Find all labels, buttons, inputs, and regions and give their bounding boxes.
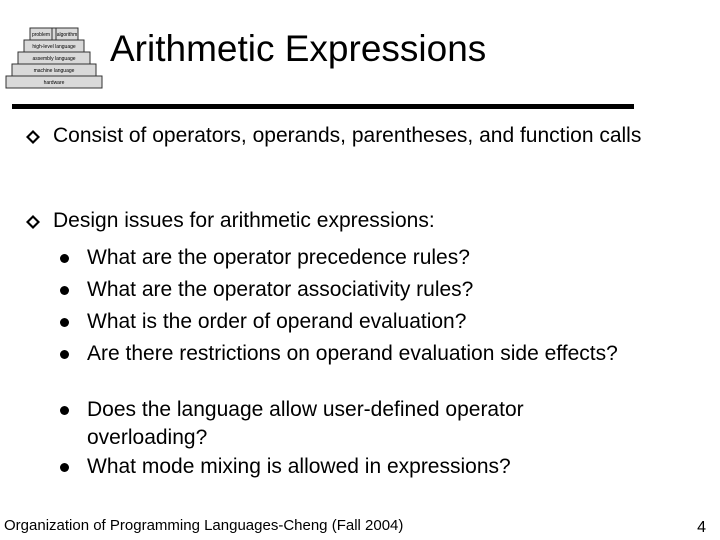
sub-item: What mode mixing is allowed in expressions?: [87, 455, 511, 478]
sub-item: What are the operator precedence rules?: [87, 246, 470, 269]
sub-item: Are there restrictions on operand evaluation side effects?: [87, 342, 618, 365]
diamond-bullet-icon: [26, 130, 40, 144]
page-number: 4: [697, 519, 706, 536]
title-divider: [12, 104, 634, 109]
sub-item: Does the language allow user-defined operator overloading?: [87, 398, 524, 449]
round-bullet-icon: [60, 254, 69, 263]
bullet-text: Design issues for arithmetic expressions:: [53, 209, 435, 232]
sub-item: What is the order of operand evaluation?: [87, 310, 467, 333]
round-bullet-icon: [60, 463, 69, 472]
round-bullet-icon: [60, 350, 69, 359]
logo-label-assembly: assembly language: [32, 56, 76, 62]
logo-label-algorithm: algorithm: [56, 32, 78, 38]
round-bullet-icon: [60, 318, 69, 327]
logo-label-problem: problem: [31, 32, 51, 38]
language-levels-logo: [4, 18, 104, 92]
round-bullet-icon: [60, 286, 69, 295]
round-bullet-icon: [60, 406, 69, 415]
logo-label-high-level: high-level language: [32, 44, 76, 50]
slide-title: Arithmetic Expressions: [110, 28, 487, 69]
diamond-bullet-icon: [26, 215, 40, 229]
logo-label-machine: machine language: [33, 68, 75, 74]
bullet-text: Consist of operators, operands, parentheses, and function calls: [53, 124, 642, 147]
sub-item: What are the operator associativity rules?: [87, 278, 474, 301]
logo-label-hardware: hardware: [43, 80, 65, 86]
slide-footer: Organization of Programming Languages-Cheng (Fall 2004): [4, 517, 404, 534]
